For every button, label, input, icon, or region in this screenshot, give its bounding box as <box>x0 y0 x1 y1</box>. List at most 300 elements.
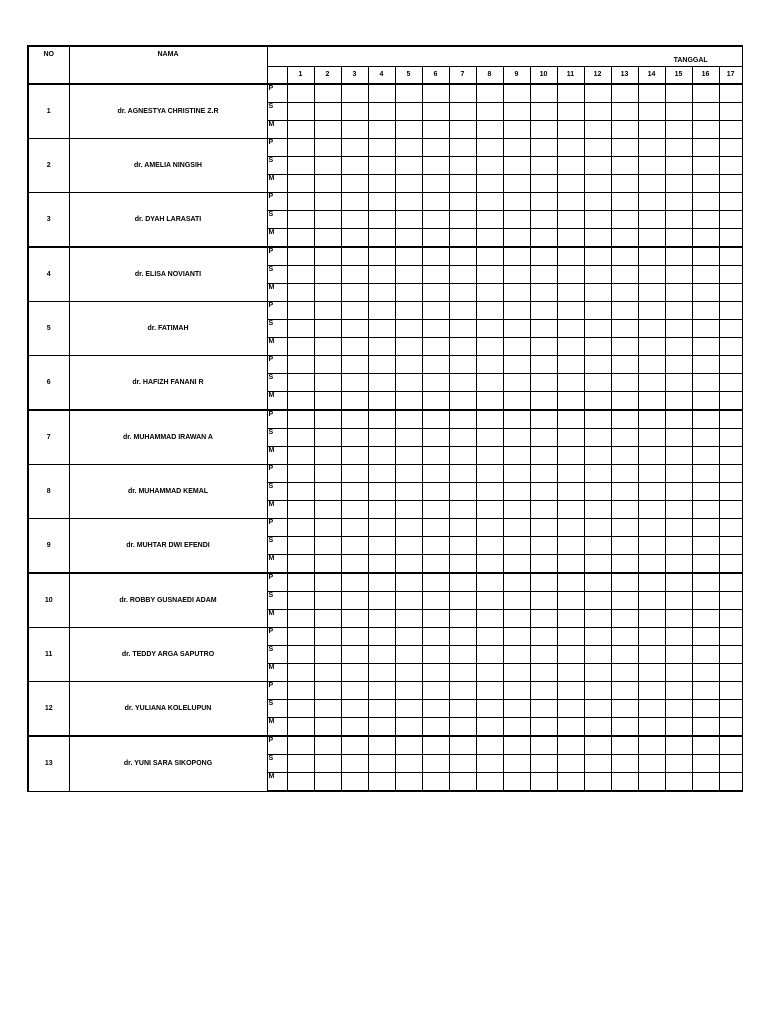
schedule-cell[interactable] <box>449 175 476 193</box>
schedule-cell[interactable] <box>476 392 503 411</box>
schedule-cell[interactable] <box>611 501 638 519</box>
schedule-cell[interactable] <box>503 537 530 555</box>
schedule-cell[interactable] <box>584 700 611 718</box>
schedule-cell[interactable] <box>638 755 665 773</box>
schedule-cell[interactable] <box>557 718 584 737</box>
schedule-cell[interactable] <box>476 302 503 320</box>
schedule-cell[interactable] <box>476 356 503 374</box>
schedule-cell[interactable] <box>557 610 584 628</box>
schedule-cell[interactable] <box>422 501 449 519</box>
schedule-cell[interactable] <box>449 410 476 429</box>
schedule-cell[interactable] <box>476 592 503 610</box>
schedule-cell[interactable] <box>476 429 503 447</box>
schedule-cell[interactable] <box>476 755 503 773</box>
schedule-cell[interactable] <box>503 610 530 628</box>
schedule-cell[interactable] <box>287 211 314 229</box>
schedule-cell[interactable] <box>530 175 557 193</box>
schedule-cell[interactable] <box>638 211 665 229</box>
schedule-cell[interactable] <box>368 103 395 121</box>
schedule-cell[interactable] <box>422 84 449 103</box>
schedule-cell[interactable] <box>341 338 368 356</box>
schedule-cell[interactable] <box>368 157 395 175</box>
schedule-cell[interactable] <box>422 700 449 718</box>
schedule-cell[interactable] <box>638 573 665 592</box>
schedule-cell[interactable] <box>368 229 395 248</box>
schedule-cell[interactable] <box>368 736 395 755</box>
schedule-cell[interactable] <box>719 755 742 773</box>
schedule-cell[interactable] <box>395 229 422 248</box>
schedule-cell[interactable] <box>611 447 638 465</box>
schedule-cell[interactable] <box>314 736 341 755</box>
schedule-cell[interactable] <box>503 139 530 157</box>
schedule-cell[interactable] <box>422 628 449 646</box>
schedule-cell[interactable] <box>530 555 557 574</box>
schedule-cell[interactable] <box>611 356 638 374</box>
schedule-cell[interactable] <box>287 374 314 392</box>
schedule-cell[interactable] <box>611 139 638 157</box>
schedule-cell[interactable] <box>584 392 611 411</box>
schedule-cell[interactable] <box>584 718 611 737</box>
schedule-cell[interactable] <box>665 84 692 103</box>
schedule-cell[interactable] <box>557 755 584 773</box>
schedule-cell[interactable] <box>476 501 503 519</box>
schedule-cell[interactable] <box>422 755 449 773</box>
schedule-cell[interactable] <box>341 628 368 646</box>
schedule-cell[interactable] <box>476 284 503 302</box>
schedule-cell[interactable] <box>449 483 476 501</box>
schedule-cell[interactable] <box>449 519 476 537</box>
schedule-cell[interactable] <box>395 103 422 121</box>
schedule-cell[interactable] <box>692 682 719 700</box>
schedule-cell[interactable] <box>476 193 503 211</box>
schedule-cell[interactable] <box>665 555 692 574</box>
schedule-cell[interactable] <box>314 229 341 248</box>
schedule-cell[interactable] <box>422 356 449 374</box>
schedule-cell[interactable] <box>557 447 584 465</box>
schedule-cell[interactable] <box>692 646 719 664</box>
schedule-cell[interactable] <box>395 429 422 447</box>
schedule-cell[interactable] <box>287 555 314 574</box>
schedule-cell[interactable] <box>287 700 314 718</box>
schedule-cell[interactable] <box>638 139 665 157</box>
schedule-cell[interactable] <box>395 664 422 682</box>
schedule-cell[interactable] <box>287 447 314 465</box>
schedule-cell[interactable] <box>503 266 530 284</box>
schedule-cell[interactable] <box>314 610 341 628</box>
schedule-cell[interactable] <box>314 84 341 103</box>
schedule-cell[interactable] <box>395 646 422 664</box>
schedule-cell[interactable] <box>557 773 584 792</box>
schedule-cell[interactable] <box>611 664 638 682</box>
schedule-cell[interactable] <box>719 302 742 320</box>
schedule-cell[interactable] <box>530 157 557 175</box>
schedule-cell[interactable] <box>395 284 422 302</box>
schedule-cell[interactable] <box>341 755 368 773</box>
schedule-cell[interactable] <box>665 103 692 121</box>
schedule-cell[interactable] <box>611 121 638 139</box>
schedule-cell[interactable] <box>503 320 530 338</box>
schedule-cell[interactable] <box>287 664 314 682</box>
schedule-cell[interactable] <box>287 410 314 429</box>
schedule-cell[interactable] <box>341 610 368 628</box>
schedule-cell[interactable] <box>719 157 742 175</box>
schedule-cell[interactable] <box>314 302 341 320</box>
schedule-cell[interactable] <box>719 592 742 610</box>
schedule-cell[interactable] <box>368 320 395 338</box>
schedule-cell[interactable] <box>584 465 611 483</box>
schedule-cell[interactable] <box>611 483 638 501</box>
schedule-cell[interactable] <box>287 465 314 483</box>
schedule-cell[interactable] <box>692 84 719 103</box>
schedule-cell[interactable] <box>287 103 314 121</box>
schedule-cell[interactable] <box>341 501 368 519</box>
schedule-cell[interactable] <box>611 211 638 229</box>
schedule-cell[interactable] <box>557 736 584 755</box>
schedule-cell[interactable] <box>530 320 557 338</box>
schedule-cell[interactable] <box>584 447 611 465</box>
schedule-cell[interactable] <box>665 773 692 792</box>
schedule-cell[interactable] <box>665 392 692 411</box>
schedule-cell[interactable] <box>692 628 719 646</box>
schedule-cell[interactable] <box>665 320 692 338</box>
schedule-cell[interactable] <box>287 682 314 700</box>
schedule-cell[interactable] <box>422 229 449 248</box>
schedule-cell[interactable] <box>665 302 692 320</box>
schedule-cell[interactable] <box>611 429 638 447</box>
schedule-cell[interactable] <box>287 193 314 211</box>
schedule-cell[interactable] <box>530 284 557 302</box>
schedule-cell[interactable] <box>395 193 422 211</box>
schedule-cell[interactable] <box>530 501 557 519</box>
schedule-cell[interactable] <box>665 447 692 465</box>
schedule-cell[interactable] <box>368 555 395 574</box>
schedule-cell[interactable] <box>368 610 395 628</box>
schedule-cell[interactable] <box>422 592 449 610</box>
schedule-cell[interactable] <box>449 736 476 755</box>
schedule-cell[interactable] <box>611 229 638 248</box>
schedule-cell[interactable] <box>530 483 557 501</box>
schedule-cell[interactable] <box>287 773 314 792</box>
schedule-cell[interactable] <box>368 193 395 211</box>
schedule-cell[interactable] <box>341 736 368 755</box>
schedule-cell[interactable] <box>692 537 719 555</box>
schedule-cell[interactable] <box>530 447 557 465</box>
schedule-cell[interactable] <box>287 139 314 157</box>
schedule-cell[interactable] <box>341 519 368 537</box>
schedule-cell[interactable] <box>341 211 368 229</box>
schedule-cell[interactable] <box>665 646 692 664</box>
schedule-cell[interactable] <box>530 247 557 266</box>
schedule-cell[interactable] <box>422 646 449 664</box>
schedule-cell[interactable] <box>584 736 611 755</box>
schedule-cell[interactable] <box>611 410 638 429</box>
schedule-cell[interactable] <box>395 483 422 501</box>
schedule-cell[interactable] <box>503 374 530 392</box>
schedule-cell[interactable] <box>503 700 530 718</box>
schedule-cell[interactable] <box>638 121 665 139</box>
schedule-cell[interactable] <box>611 320 638 338</box>
schedule-cell[interactable] <box>665 157 692 175</box>
schedule-cell[interactable] <box>557 175 584 193</box>
schedule-cell[interactable] <box>638 338 665 356</box>
schedule-cell[interactable] <box>395 247 422 266</box>
schedule-cell[interactable] <box>638 465 665 483</box>
schedule-cell[interactable] <box>638 682 665 700</box>
schedule-cell[interactable] <box>557 429 584 447</box>
schedule-cell[interactable] <box>422 410 449 429</box>
schedule-cell[interactable] <box>395 700 422 718</box>
schedule-cell[interactable] <box>692 592 719 610</box>
schedule-cell[interactable] <box>314 247 341 266</box>
schedule-cell[interactable] <box>530 103 557 121</box>
schedule-cell[interactable] <box>287 755 314 773</box>
schedule-cell[interactable] <box>692 302 719 320</box>
schedule-cell[interactable] <box>476 555 503 574</box>
schedule-cell[interactable] <box>368 139 395 157</box>
schedule-cell[interactable] <box>476 338 503 356</box>
schedule-cell[interactable] <box>395 302 422 320</box>
schedule-cell[interactable] <box>368 302 395 320</box>
schedule-cell[interactable] <box>314 537 341 555</box>
schedule-cell[interactable] <box>368 592 395 610</box>
schedule-cell[interactable] <box>665 266 692 284</box>
schedule-cell[interactable] <box>611 537 638 555</box>
schedule-cell[interactable] <box>638 266 665 284</box>
schedule-cell[interactable] <box>395 356 422 374</box>
schedule-cell[interactable] <box>422 447 449 465</box>
schedule-cell[interactable] <box>665 121 692 139</box>
schedule-cell[interactable] <box>422 555 449 574</box>
schedule-cell[interactable] <box>557 302 584 320</box>
schedule-cell[interactable] <box>503 646 530 664</box>
schedule-cell[interactable] <box>287 573 314 592</box>
schedule-cell[interactable] <box>638 519 665 537</box>
schedule-cell[interactable] <box>368 374 395 392</box>
schedule-cell[interactable] <box>503 429 530 447</box>
schedule-cell[interactable] <box>530 465 557 483</box>
schedule-cell[interactable] <box>314 193 341 211</box>
schedule-cell[interactable] <box>449 755 476 773</box>
schedule-cell[interactable] <box>719 84 742 103</box>
schedule-cell[interactable] <box>287 84 314 103</box>
schedule-cell[interactable] <box>368 410 395 429</box>
schedule-cell[interactable] <box>719 374 742 392</box>
schedule-cell[interactable] <box>638 84 665 103</box>
schedule-cell[interactable] <box>638 103 665 121</box>
schedule-cell[interactable] <box>611 519 638 537</box>
schedule-cell[interactable] <box>584 103 611 121</box>
schedule-cell[interactable] <box>314 284 341 302</box>
schedule-cell[interactable] <box>449 84 476 103</box>
schedule-cell[interactable] <box>719 247 742 266</box>
schedule-cell[interactable] <box>503 392 530 411</box>
schedule-cell[interactable] <box>692 501 719 519</box>
schedule-cell[interactable] <box>530 392 557 411</box>
schedule-cell[interactable] <box>368 175 395 193</box>
schedule-cell[interactable] <box>557 519 584 537</box>
schedule-cell[interactable] <box>530 682 557 700</box>
schedule-cell[interactable] <box>287 501 314 519</box>
schedule-cell[interactable] <box>341 664 368 682</box>
schedule-cell[interactable] <box>503 84 530 103</box>
schedule-cell[interactable] <box>719 429 742 447</box>
schedule-cell[interactable] <box>476 610 503 628</box>
schedule-cell[interactable] <box>557 247 584 266</box>
schedule-cell[interactable] <box>557 410 584 429</box>
schedule-cell[interactable] <box>395 320 422 338</box>
schedule-cell[interactable] <box>503 193 530 211</box>
schedule-cell[interactable] <box>719 121 742 139</box>
schedule-cell[interactable] <box>719 175 742 193</box>
schedule-cell[interactable] <box>395 573 422 592</box>
schedule-cell[interactable] <box>449 501 476 519</box>
schedule-cell[interactable] <box>665 374 692 392</box>
schedule-cell[interactable] <box>395 592 422 610</box>
schedule-cell[interactable] <box>314 338 341 356</box>
schedule-cell[interactable] <box>368 773 395 792</box>
schedule-cell[interactable] <box>395 755 422 773</box>
schedule-cell[interactable] <box>395 121 422 139</box>
schedule-cell[interactable] <box>665 664 692 682</box>
schedule-cell[interactable] <box>368 121 395 139</box>
schedule-cell[interactable] <box>314 392 341 411</box>
schedule-cell[interactable] <box>341 247 368 266</box>
schedule-cell[interactable] <box>692 700 719 718</box>
schedule-cell[interactable] <box>638 646 665 664</box>
schedule-cell[interactable] <box>503 736 530 755</box>
schedule-cell[interactable] <box>530 628 557 646</box>
schedule-cell[interactable] <box>665 211 692 229</box>
schedule-cell[interactable] <box>638 229 665 248</box>
schedule-cell[interactable] <box>719 483 742 501</box>
schedule-cell[interactable] <box>395 211 422 229</box>
schedule-cell[interactable] <box>611 555 638 574</box>
schedule-cell[interactable] <box>341 103 368 121</box>
schedule-cell[interactable] <box>719 646 742 664</box>
schedule-cell[interactable] <box>395 501 422 519</box>
schedule-cell[interactable] <box>422 736 449 755</box>
schedule-cell[interactable] <box>584 682 611 700</box>
schedule-cell[interactable] <box>449 447 476 465</box>
schedule-cell[interactable] <box>449 338 476 356</box>
schedule-cell[interactable] <box>395 447 422 465</box>
schedule-cell[interactable] <box>368 519 395 537</box>
schedule-cell[interactable] <box>368 501 395 519</box>
schedule-cell[interactable] <box>692 320 719 338</box>
schedule-cell[interactable] <box>395 628 422 646</box>
schedule-cell[interactable] <box>341 483 368 501</box>
schedule-cell[interactable] <box>530 338 557 356</box>
schedule-cell[interactable] <box>557 537 584 555</box>
schedule-cell[interactable] <box>611 157 638 175</box>
schedule-cell[interactable] <box>287 429 314 447</box>
schedule-cell[interactable] <box>692 103 719 121</box>
schedule-cell[interactable] <box>422 103 449 121</box>
schedule-cell[interactable] <box>638 193 665 211</box>
schedule-cell[interactable] <box>638 284 665 302</box>
schedule-cell[interactable] <box>557 628 584 646</box>
schedule-cell[interactable] <box>449 121 476 139</box>
schedule-cell[interactable] <box>422 573 449 592</box>
schedule-cell[interactable] <box>449 592 476 610</box>
schedule-cell[interactable] <box>341 320 368 338</box>
schedule-cell[interactable] <box>422 718 449 737</box>
schedule-cell[interactable] <box>368 84 395 103</box>
schedule-cell[interactable] <box>611 284 638 302</box>
schedule-cell[interactable] <box>692 718 719 737</box>
schedule-cell[interactable] <box>422 664 449 682</box>
schedule-cell[interactable] <box>395 374 422 392</box>
schedule-cell[interactable] <box>584 266 611 284</box>
schedule-cell[interactable] <box>476 718 503 737</box>
schedule-cell[interactable] <box>503 664 530 682</box>
schedule-cell[interactable] <box>584 573 611 592</box>
schedule-cell[interactable] <box>530 664 557 682</box>
schedule-cell[interactable] <box>503 284 530 302</box>
schedule-cell[interactable] <box>611 338 638 356</box>
schedule-cell[interactable] <box>503 592 530 610</box>
schedule-cell[interactable] <box>341 592 368 610</box>
schedule-cell[interactable] <box>638 302 665 320</box>
schedule-cell[interactable] <box>692 247 719 266</box>
schedule-cell[interactable] <box>665 465 692 483</box>
schedule-cell[interactable] <box>449 284 476 302</box>
schedule-cell[interactable] <box>557 103 584 121</box>
schedule-cell[interactable] <box>287 121 314 139</box>
schedule-cell[interactable] <box>314 682 341 700</box>
schedule-cell[interactable] <box>368 682 395 700</box>
schedule-cell[interactable] <box>314 356 341 374</box>
schedule-cell[interactable] <box>287 537 314 555</box>
schedule-cell[interactable] <box>503 211 530 229</box>
schedule-cell[interactable] <box>665 519 692 537</box>
schedule-cell[interactable] <box>314 410 341 429</box>
schedule-cell[interactable] <box>665 229 692 248</box>
schedule-cell[interactable] <box>530 773 557 792</box>
schedule-cell[interactable] <box>719 610 742 628</box>
schedule-cell[interactable] <box>368 664 395 682</box>
schedule-cell[interactable] <box>341 175 368 193</box>
schedule-cell[interactable] <box>449 392 476 411</box>
schedule-cell[interactable] <box>530 121 557 139</box>
schedule-cell[interactable] <box>314 103 341 121</box>
schedule-cell[interactable] <box>584 338 611 356</box>
schedule-cell[interactable] <box>476 628 503 646</box>
schedule-cell[interactable] <box>665 175 692 193</box>
schedule-cell[interactable] <box>368 392 395 411</box>
schedule-cell[interactable] <box>395 139 422 157</box>
schedule-cell[interactable] <box>503 302 530 320</box>
schedule-cell[interactable] <box>422 121 449 139</box>
schedule-cell[interactable] <box>611 84 638 103</box>
schedule-cell[interactable] <box>692 664 719 682</box>
schedule-cell[interactable] <box>557 682 584 700</box>
schedule-cell[interactable] <box>503 338 530 356</box>
schedule-cell[interactable] <box>692 573 719 592</box>
schedule-cell[interactable] <box>395 266 422 284</box>
schedule-cell[interactable] <box>719 266 742 284</box>
schedule-cell[interactable] <box>719 320 742 338</box>
schedule-cell[interactable] <box>719 718 742 737</box>
schedule-cell[interactable] <box>449 320 476 338</box>
schedule-cell[interactable] <box>665 628 692 646</box>
schedule-cell[interactable] <box>503 103 530 121</box>
schedule-cell[interactable] <box>557 483 584 501</box>
schedule-cell[interactable] <box>665 483 692 501</box>
schedule-cell[interactable] <box>314 465 341 483</box>
schedule-cell[interactable] <box>503 447 530 465</box>
schedule-cell[interactable] <box>719 700 742 718</box>
